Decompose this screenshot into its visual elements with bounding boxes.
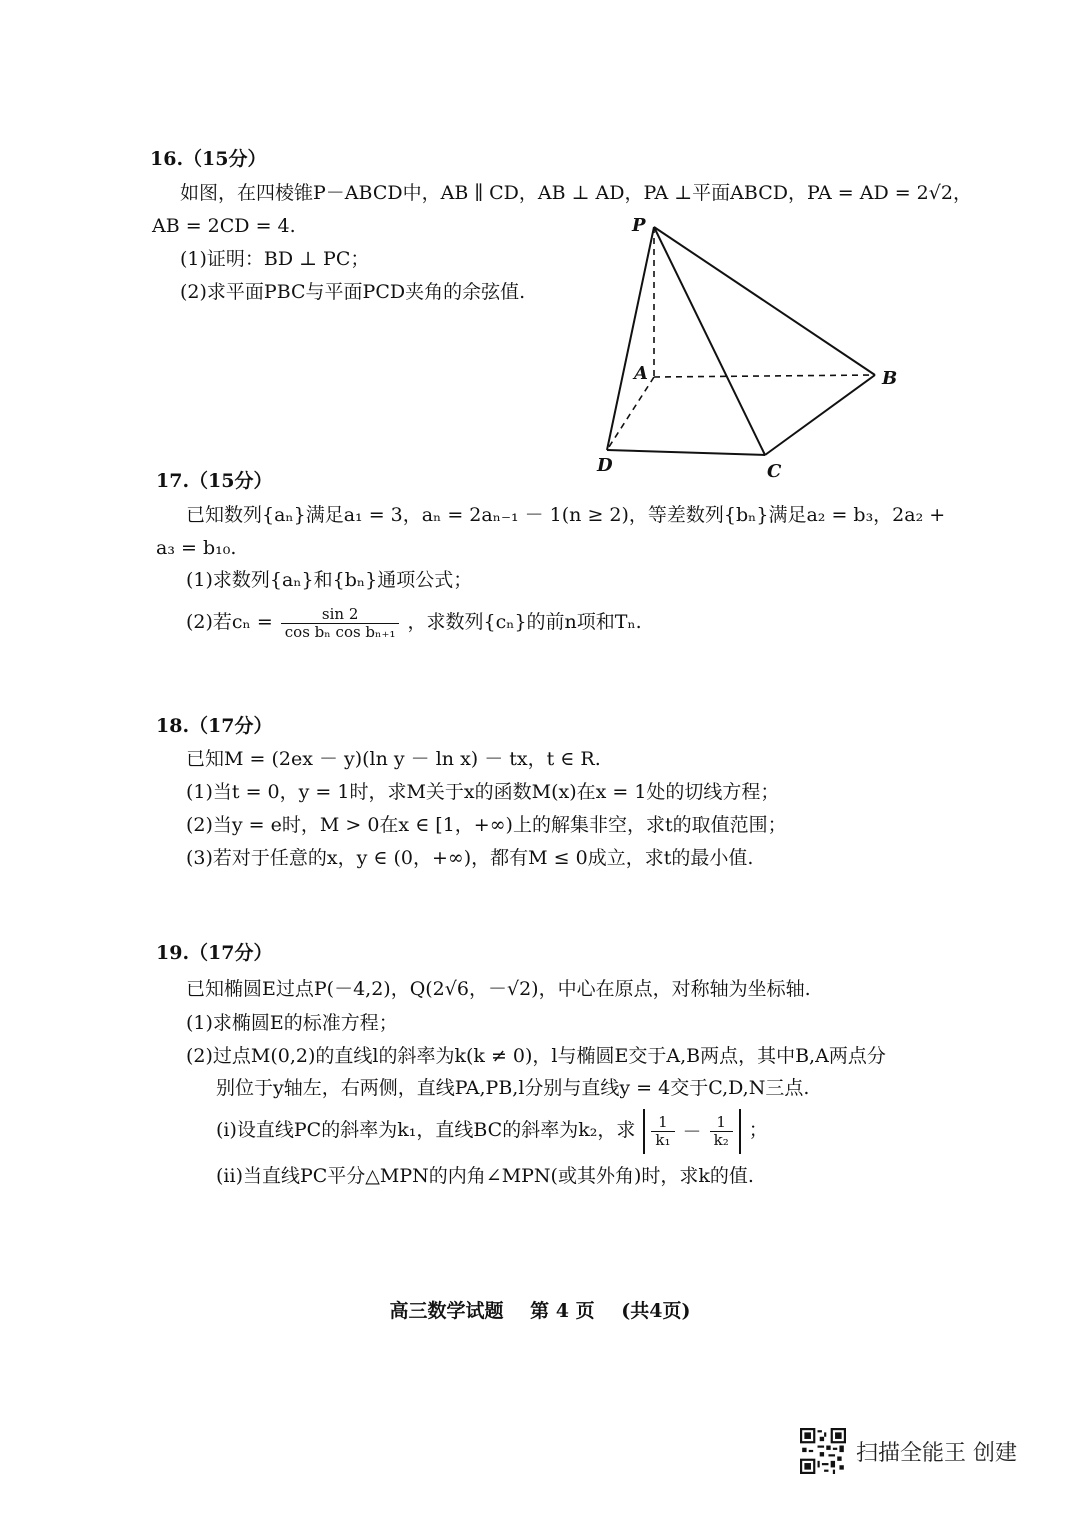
- q17-part2: [186, 602, 642, 642]
- q19-sub1-suffix: ；: [748, 1119, 768, 1141]
- q17-heading: 17.（15分）: [156, 470, 273, 492]
- q16-part2: (2)求平面PBC与平面PCD夹角的余弦值.: [180, 281, 526, 303]
- q17-intro-line1: 已知数列{aₙ}满足a₁ = 3，aₙ = 2aₙ₋₁ － 1(n ≥ 2)，等差数列{bₙ}满足a₂ = b₃，2a₂ +: [186, 504, 946, 526]
- edge-PB: [654, 227, 875, 375]
- edge-PC: [654, 227, 765, 455]
- watermark-text: 扫描全能王 创建: [856, 1440, 1017, 1466]
- q17-part2-suffix: ，求数列{cₙ}的前n项和Tₙ.: [407, 611, 642, 633]
- q18-part3: (3)若对于任意的x，y ∈ (0，+∞)，都有M ≤ 0成立，求t的最小值.: [186, 847, 754, 869]
- q19-part1: (1)求椭圆E的标准方程；: [186, 1012, 398, 1034]
- footer-title: 高三数学试题: [389, 1300, 504, 1322]
- q17-part1: (1)求数列{aₙ}和{bₙ}通项公式；: [186, 569, 473, 591]
- label-D: D: [597, 455, 613, 476]
- q16-heading: 16.（15分）: [150, 148, 267, 170]
- q19-fraction-2: [710, 1114, 733, 1149]
- scanner-watermark: [800, 1428, 1017, 1474]
- q19-fraction-2-denominator: k₂: [713, 1131, 729, 1149]
- q19-intro: 已知椭圆E过点P(－4,2)，Q(2√6，－√2)，中心在原点，对称轴为坐标轴.: [186, 978, 811, 1000]
- q19-sub1: [216, 1108, 768, 1154]
- q16-part1: (1)证明：BD ⊥ PC；: [180, 248, 370, 270]
- label-B: B: [882, 368, 898, 389]
- pyramid-figure: [590, 205, 910, 485]
- q17-fraction-denominator: cos bₙ cos bₙ₊₁: [284, 622, 396, 641]
- q19-absolute-value: [643, 1109, 740, 1154]
- edge-PD: [607, 227, 654, 450]
- footer-page-number: 第 4 页: [530, 1300, 595, 1322]
- q18-heading: 18.（17分）: [156, 715, 273, 737]
- q17-part2-prefix: (2)若cₙ =: [186, 611, 273, 633]
- q16-intro-line1: 如图，在四棱锥P－ABCD中，AB ∥ CD，AB ⊥ AD，PA ⊥平面ABCD，PA = AD = 2√2，: [180, 182, 972, 204]
- edge-DC: [607, 450, 765, 455]
- q19-minus-sign: －: [682, 1120, 702, 1143]
- edge-AB-hidden: [654, 375, 875, 377]
- q16-intro-line2: AB = 2CD = 4.: [152, 215, 296, 237]
- q19-heading: 19.（17分）: [156, 942, 273, 964]
- label-A: A: [634, 363, 648, 384]
- q19-sub1-prefix: (i)设直线PC的斜率为k₁，直线BC的斜率为k₂，求: [216, 1119, 636, 1141]
- q17-fraction: [281, 606, 400, 641]
- page-footer: [0, 1296, 1080, 1323]
- q17-intro-line2: a₃ = b₁₀.: [156, 537, 237, 559]
- label-P: P: [632, 215, 646, 236]
- q19-fraction-1: [651, 1114, 674, 1149]
- q19-fraction-1-numerator: 1: [651, 1114, 674, 1132]
- footer-page-total: (共4页): [621, 1300, 691, 1322]
- q19-fraction-1-denominator: k₁: [655, 1131, 671, 1149]
- edge-CB: [765, 375, 875, 455]
- q19-sub2: (ii)当直线PC平分△MPN的内角∠MPN(或其外角)时，求k的值.: [216, 1165, 754, 1187]
- q17-fraction-numerator: sin 2: [281, 606, 400, 624]
- q18-intro: 已知M = (2ex － y)(ln y － ln x) － tx，t ∈ R.: [186, 748, 601, 770]
- q19-part2-line1: (2)过点M(0,2)的直线l的斜率为k(k ≠ 0)，l与椭圆E交于A,B两点，其中B,A两点分: [186, 1045, 886, 1067]
- label-C: C: [767, 461, 782, 482]
- q19-fraction-2-numerator: 1: [710, 1114, 733, 1132]
- q18-part1: (1)当t = 0，y = 1时，求M关于x的函数M(x)在x = 1处的切线方程；: [186, 781, 780, 803]
- q19-part2-line2: 别位于y轴左，右两侧，直线PA,PB,l分别与直线y = 4交于C,D,N三点.: [216, 1077, 810, 1099]
- q18-part2: (2)当y = e时，M > 0在x ∈ [1，+∞)上的解集非空，求t的取值范围；: [186, 814, 787, 836]
- qr-code-icon: [800, 1428, 846, 1474]
